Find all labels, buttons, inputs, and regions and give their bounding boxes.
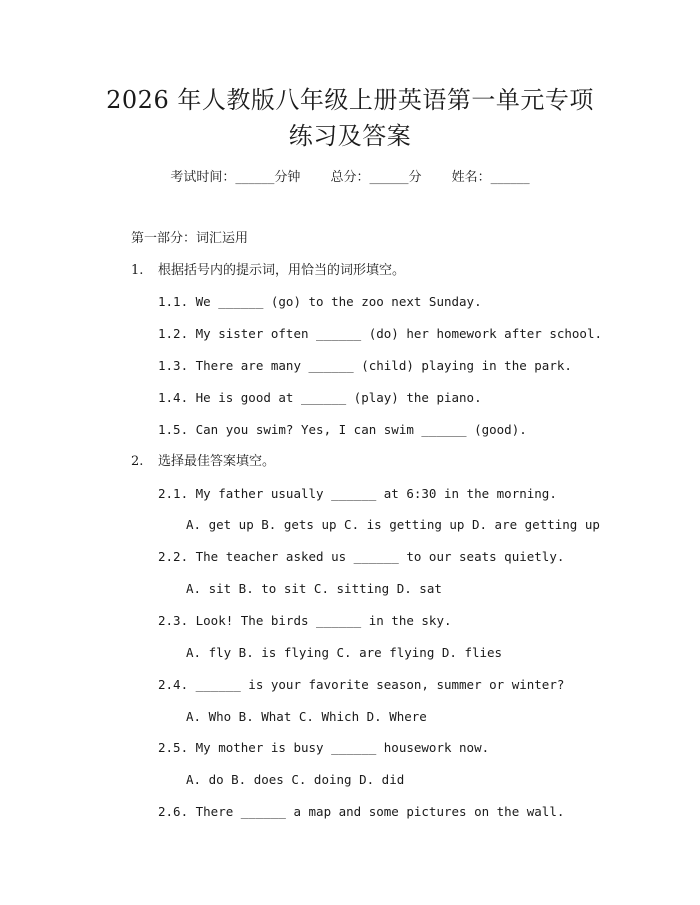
question-item: 2.1. My father usually ______ at 6:30 in the morning.	[158, 486, 557, 501]
document-title-line-1: 2026 年人教版八年级上册英语第一单元专项	[106, 86, 594, 114]
question-item: 1.1. We ______ (go) to the zoo next Sunday.	[158, 294, 482, 309]
question-item: 2.5. My mother is busy ______ housework now.	[158, 740, 490, 755]
question-item: 2.3. Look! The birds ______ in the sky.	[158, 613, 452, 628]
answer-options: A. sit B. to sit C. sitting D. sat	[186, 581, 442, 596]
time-blank: ______	[235, 170, 275, 185]
answer-options: A. Who B. What C. Which D. Where	[186, 709, 427, 724]
question-item: 2.6. There ______ a map and some pictures on the wall.	[158, 804, 565, 819]
question-item: 1.4. He is good at ______ (play) the piano.	[158, 390, 482, 405]
time-unit: 分钟	[274, 170, 301, 185]
score-blank: ______	[369, 170, 409, 185]
question-item: 1.2. My sister often ______ (do) her homework after school.	[158, 326, 603, 341]
time-label: 考试时间：	[170, 170, 236, 185]
answer-options: A. do B. does C. doing D. did	[186, 772, 405, 787]
name-blank: ______	[490, 170, 530, 185]
question-2-number: 2.	[131, 454, 144, 469]
answer-options: A. get up B. gets up C. is getting up D. are getting up	[186, 517, 600, 532]
question-item: 2.4. ______ is your favorite season, summer or winter?	[158, 677, 565, 692]
question-item: 2.2. The teacher asked us ______ to our seats quietly.	[158, 549, 565, 564]
question-item: 1.3. There are many ______ (child) playing in the park.	[158, 358, 572, 373]
question-1-number: 1.	[131, 263, 144, 278]
question-item: 1.5. Can you swim? Yes, I can swim ______ (good).	[158, 422, 527, 437]
document-title-line-2: 练习及答案	[288, 122, 412, 150]
question-2-prompt: 选择最佳答案填空。	[158, 454, 276, 469]
score-label: 总分：	[330, 170, 370, 185]
answer-options: A. fly B. is flying C. are flying D. flies	[186, 645, 503, 660]
name-label: 姓名：	[451, 170, 491, 185]
score-unit: 分	[408, 170, 422, 185]
exam-info-row	[0, 168, 700, 188]
section-heading: 第一部分：词汇运用	[131, 231, 249, 246]
question-1-prompt: 根据括号内的提示词，用恰当的词形填空。	[158, 263, 406, 278]
